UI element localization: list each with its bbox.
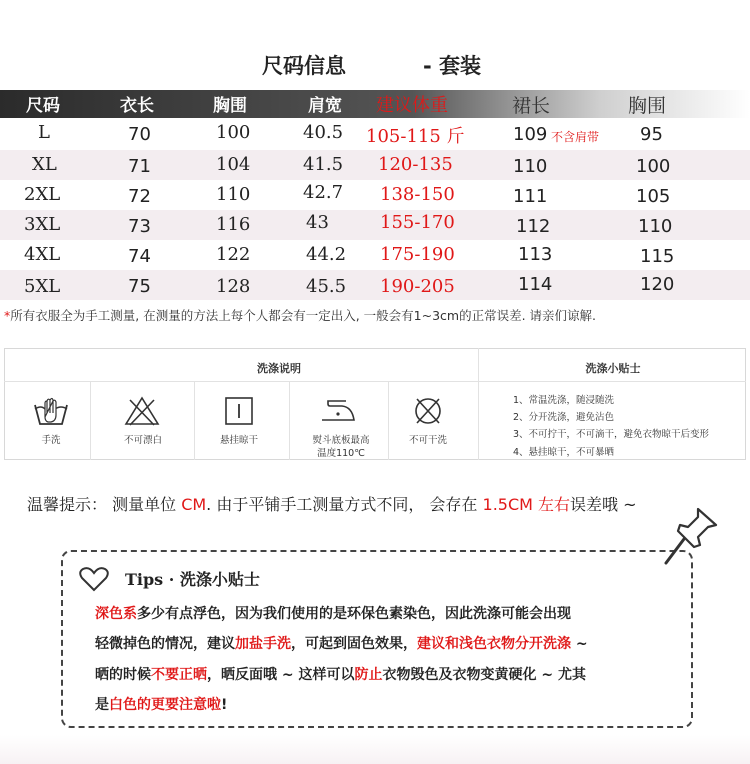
bottom-fade — [0, 735, 750, 764]
table-row: 2XL 72 110 42.7 138-150 111 105 — [24, 182, 671, 207]
page-title: 尺码信息 — [262, 54, 346, 78]
header-shoulder: 肩宽 — [308, 96, 342, 116]
tips-line: 晒的时候不要正晒，晒反面哦 ~ 这样可以防止衣物毁色及衣物变黄硬化 ~ 尤其 — [95, 667, 586, 683]
care-title: 洗涤说明 — [257, 362, 301, 375]
header-size: 尺码 — [26, 96, 60, 116]
header-chest2: 胸围 — [628, 95, 667, 117]
hand-wash-icon — [31, 395, 71, 427]
care-divider — [478, 348, 479, 460]
header-skirt: 裙长 — [512, 95, 551, 117]
care-tip: 4、悬挂晾干，不可暴晒 — [513, 447, 615, 458]
tips-line: 轻微掉色的情况，建议加盐手洗，可起到固色效果，建议和浅色衣物分开洗涤 ~ — [95, 636, 588, 652]
skirt-note: 不含肩带 — [551, 130, 600, 144]
pushpin-icon — [660, 505, 720, 569]
care-tip: 2、分开洗涤，避免沾色 — [513, 412, 615, 423]
header-weight: 建议体重 — [376, 95, 448, 116]
tips-heading: Tips · 洗涤小贴士 — [125, 570, 260, 589]
iron-icon — [318, 395, 358, 427]
care-divider — [4, 381, 746, 382]
heart-icon — [78, 566, 110, 592]
care-tip: 1、常温洗涤，随浸随洗 — [513, 395, 615, 406]
table-row: L 70 100 40.5 105-115 斤 109 不含肩带 95 — [38, 122, 663, 147]
page-subtitle: - 套装 — [423, 54, 482, 78]
hang-dry-icon — [219, 395, 259, 427]
no-bleach-icon — [122, 395, 162, 427]
measurement-disclaimer: *所有衣服全为手工测量, 在测量的方法上每个人都会有一定出入, 一般会有1~3cm的正常误差. 请亲们谅解. — [4, 308, 596, 323]
tips-line: 是白色的更要注意啦! — [95, 697, 228, 713]
tips-line: 深色系多少有点浮色，因为我们使用的是环保色素染色，因此洗涤可能会出现 — [95, 606, 571, 622]
care-tip: 3、不可拧干，不可滴干，避免衣物晾干后变形 — [513, 429, 710, 440]
table-row: 3XL 73 116 43 155-170 112 110 — [0, 210, 750, 240]
table-row: 4XL 74 122 44.2 175-190 113 115 — [24, 244, 675, 267]
table-row: XL 71 104 41.5 120-135 110 100 — [0, 150, 750, 180]
warm-reminder: 温馨提示： 测量单位 CM. 由于平铺手工测量方式不同， 会存在 1.5CM 左右误差哦 ~ — [27, 495, 637, 514]
care-divider — [289, 382, 290, 460]
header-chest: 胸围 — [213, 96, 247, 116]
no-dry-clean-icon — [408, 395, 448, 427]
table-row: 5XL 75 128 45.5 190-205 114 120 — [0, 270, 750, 300]
care-divider — [194, 382, 195, 460]
care-tips-title: 洗涤小贴士 — [585, 362, 641, 375]
care-divider — [388, 382, 389, 460]
care-divider — [90, 382, 91, 460]
header-length: 衣长 — [120, 96, 154, 116]
